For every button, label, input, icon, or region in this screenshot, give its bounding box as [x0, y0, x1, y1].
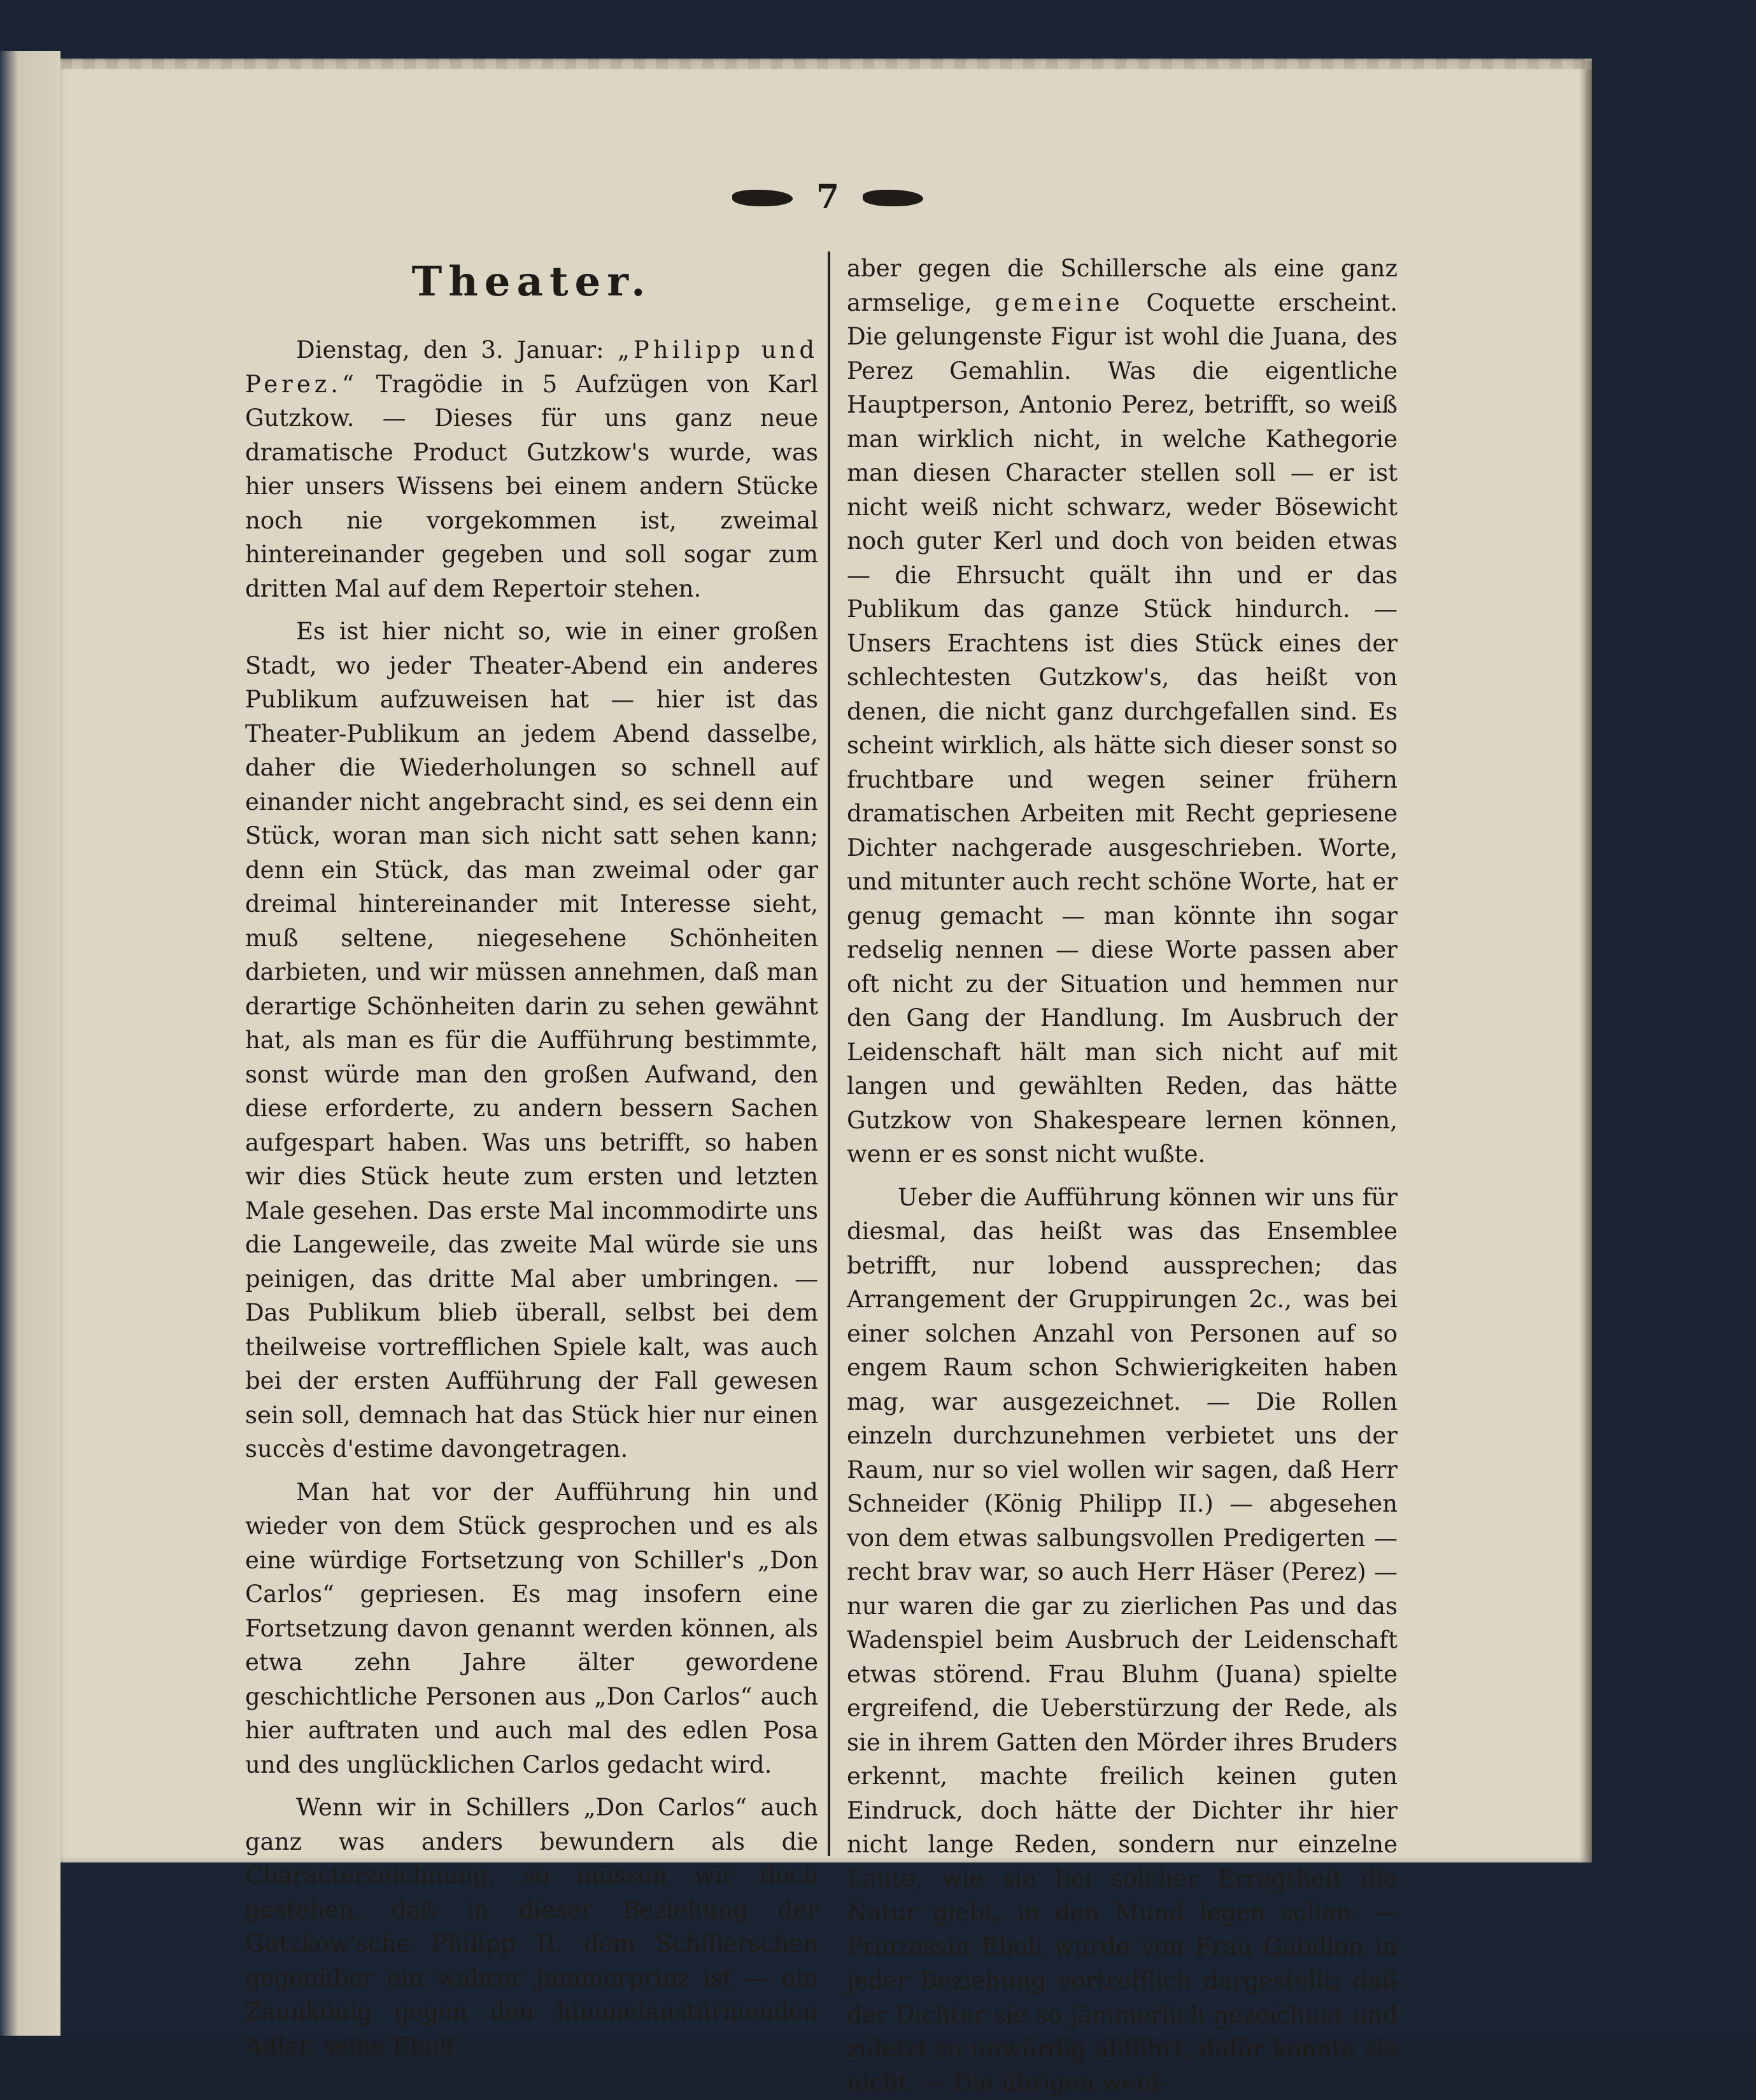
column-divider: [828, 252, 830, 1856]
paragraph: Es ist hier nicht so, wie in einer großen Stadt, wo jeder Theater-Abend ein anderes Publikum aufzuweisen hat — hier ist das Theater-Publikum an jedem Abend dasselbe, daher die Wiederholungen so schnell auf einander nicht angebracht sind, es sei denn ein Stück, woran man sich nicht satt sehen kann; denn ein Stück, das man zweimal oder gar dreimal hintereinander mit Interesse sieht, muß seltene, niegesehene Schönheiten darbieten, und wir müssen annehmen, daß man derartige Schönheiten darin zu sehen gewähnt hat, als man es für die Aufführung bestimmte, sonst würde man den großen Aufwand, den diese erforderte, zu andern bessern Sachen aufgespart haben. Was uns betrifft, so haben wir dies Stück heute zum ersten und letzten Male gesehen. Das erste Mal incommodirte uns die Langeweile, das zweite Mal würde sie uns peinigen, das dritte Mal aber umbringen. — Das Publikum blieb überall, selbst bei dem theilweise vortrefflichen Spiele kalt, was auch bei der ersten Aufführung der Fall gewesen sein soll, demnach hat das Stück hier nur einen succès d'estime davongetragen.: [245, 614, 818, 1466]
page-header: [732, 178, 923, 223]
paragraph: [245, 333, 818, 606]
ornament-left-icon: [732, 190, 793, 206]
paragraph-text: aber gegen die Schillersche als eine ganz armselige,: [847, 255, 1398, 316]
paragraph: [847, 252, 1398, 1172]
paragraph-text: Coquette erscheint. Die gelungenste Figur ist wohl die Juana, des Perez Gemahlin. Was die eigentliche Hauptperson, Antonio Perez, betrifft, so weiß man wirklich nicht, in welche Kathegorie man diesen Character stellen soll — er ist nicht weiß nicht schwarz, weder Bösewicht noch guter Kerl und doch von beiden etwas — die Ehrsucht quält ihn und er das Publikum das ganze Stück hindurch. — Unsers Erachtens ist dies Stück eines der schlechtesten Gutzkow's, das heißt von denen, die nicht ganz durchgefallen sind. Es scheint wirklich, als hätte sich dieser sonst so fruchtbare und wegen seiner frühern dramatischen Arbeiten mit Recht gepriesene Dichter nachgerade ausgeschrieben. Worte, und mitunter auch recht schöne Worte, hat er genug gemacht — man könnte ihn sogar redselig nennen — diese Worte passen aber oft nicht zu der Situation und hemmen nur den Gang der Handlung. Im Ausbruch der Leidenschaft hält man sich nicht auf mit langen und gewählten Reden, das hätte Gutzkow von Shakespeare lernen können, wenn er es sonst nicht wußte.: [847, 289, 1398, 1168]
play-title: „Philipp und Perez.“: [245, 336, 818, 398]
ornament-right-icon: [863, 190, 923, 206]
page-top-edge: [60, 59, 1592, 69]
previous-page-edge: [0, 51, 60, 2036]
paragraph-text: Dienstag, den 3. Januar:: [296, 336, 618, 364]
paragraph: Man hat vor der Aufführung hin und wieder von dem Stück gesprochen und es als eine würdige Fortsetzung von Schiller's „Don Carlos“ gepriesen. Es mag insofern eine Fortsetzung davon genannt werden können, als etwa zehn Jahre älter gewordene geschichtliche Personen aus „Don Carlos“ auch hier auftraten und auch mal des edlen Posa und des unglücklichen Carlos gedacht wird.: [245, 1475, 818, 1782]
right-column: [847, 252, 1398, 2100]
emphasis-text: gemeine: [995, 289, 1123, 316]
paragraph: Ueber die Aufführung können wir uns für diesmal, das heißt was das Ensemblee betrifft, nur lobend aussprechen; das Arrangement der Gruppirungen 2c., was bei einer solchen Anzahl von Personen auf so engem Raum schon Schwierigkeiten haben mag, war ausgezeichnet. — Die Rollen einzeln durchzunehmen verbietet uns der Raum, nur so viel wollen wir sagen, daß Herr Schneider (König Philipp II.) — abgesehen von dem etwas salbungsvollen Predigerten — recht brav war, so auch Herr Häser (Perez) — nur waren die gar zu zierlichen Pas und das Wadenspiel beim Ausbruch der Leidenschaft etwas störend. Frau Bluhm (Juana) spielte ergreifend, die Ueberstürzung der Rede, als sie in ihrem Gatten den Mörder ihres Bruders erkennt, machte freilich keinen guten Eindruck, doch hätte der Dichter ihr hier nicht lange Reden, sondern nur einzelne Laute, wie sie bei solcher Erregtheit die Natur giebt, in den Mund legen sollen. — Prinzessin Eboli wurde von Frau Gabillon in jeder Beziehung vortrefflich dargestellt; daß der Dichter sie so jämmerlich gezeichnet und zuletzt so unwürdig abführt, dafür konnte sie nicht. — Die übrigen weni-: [847, 1181, 1398, 2100]
left-column: [245, 252, 818, 2063]
page-number: 7: [809, 178, 847, 216]
paragraph-text: Tragödie in 5 Aufzügen von Karl Gutzkow. — Dieses für uns ganz neue dramatische Product Gutzkow's wurde, was hier unsers Wissens bei einem andern Stücke noch nie vorgekommen ist, zweimal hintereinander gegeben und soll sogar zum dritten Mal auf dem Repertoir stehen.: [245, 371, 818, 602]
page-right-shadow: [1579, 60, 1592, 1862]
paragraph: Wenn wir in Schillers „Don Carlos“ auch ganz was anders bewundern als die Characterzeichnung, so müssen wir doch gestehen, daß in dieser Beziehung der Gutzkow'sche Philipp II. dem Schillerschen gegenüber ein wahrer Jammerprinz ist — ein Zaunkönig gegen den himmelanstürmenden Adler, seine Eboli: [245, 1791, 818, 2063]
section-heading: Theater.: [245, 257, 818, 308]
